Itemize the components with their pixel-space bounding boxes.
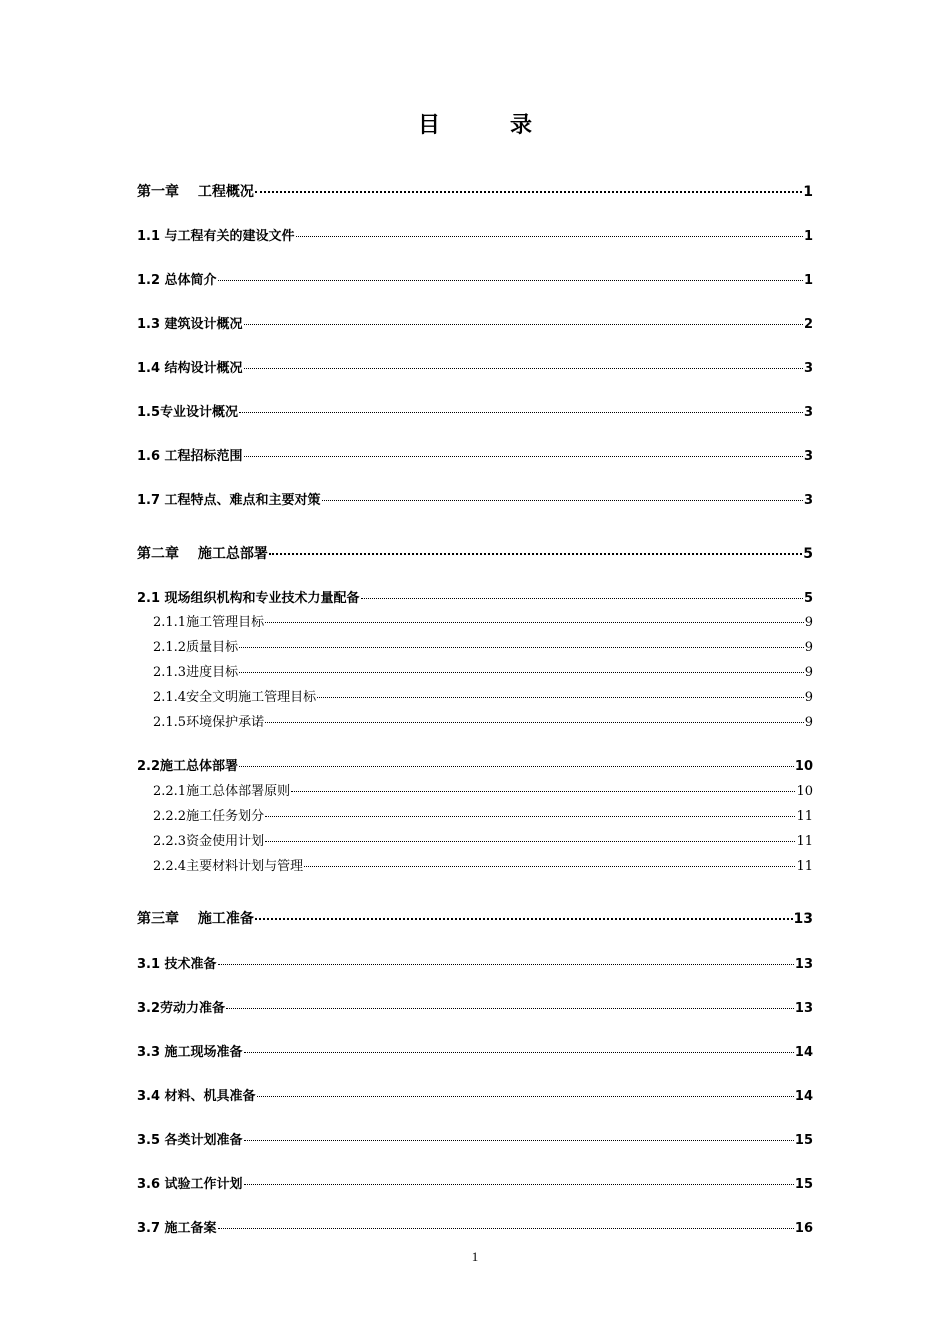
toc-dot-leader (361, 598, 803, 599)
toc-dot-leader (255, 918, 793, 920)
toc-entry-label: 3.4 材料、机具准备 (137, 1089, 256, 1104)
toc-entry-page-number: 13 (794, 1001, 813, 1016)
toc-entry-page-number: 11 (796, 809, 813, 824)
toc-entry[interactable] (137, 225, 813, 244)
toc-entry-label: 3.7 施工备案 (137, 1221, 217, 1236)
toc-dot-leader (226, 1008, 794, 1009)
toc-entry-label: 2.1.2质量目标 (153, 640, 239, 655)
toc-entry-page-number: 1 (803, 184, 813, 200)
toc-entry-label: 2.2.3资金使用计划 (153, 834, 265, 849)
toc-entry-page-number: 14 (794, 1089, 813, 1104)
toc-entry-label: 1.3 建筑设计概况 (137, 317, 243, 332)
toc-entry-label: 3.6 试验工作计划 (137, 1177, 243, 1192)
toc-dot-leader (304, 866, 795, 867)
toc-entry-label: 1.1 与工程有关的建设文件 (137, 229, 295, 244)
toc-entry-label: 2.1 现场组织机构和专业技术力量配备 (137, 591, 360, 606)
page-title-char-2: 录 (510, 113, 533, 138)
toc-entry[interactable] (153, 686, 813, 705)
toc-entry-label: 1.5专业设计概况 (137, 405, 239, 420)
toc-entry[interactable] (137, 908, 813, 928)
toc-dot-leader (255, 191, 802, 193)
toc-entry-page-number: 13 (793, 911, 813, 927)
toc-dot-leader (244, 1184, 794, 1185)
toc-entry-page-number: 10 (794, 759, 813, 774)
toc-entry-label: 2.1.3进度目标 (153, 665, 239, 680)
toc-entry-label: 1.7 工程特点、难点和主要对策 (137, 493, 321, 508)
toc-dot-leader (265, 816, 795, 817)
toc-entry-label: 2.1.4安全文明施工管理目标 (153, 690, 317, 705)
toc-dot-leader (244, 1052, 794, 1053)
toc-entry-page-number: 9 (804, 690, 813, 705)
toc-entry-page-number: 15 (794, 1133, 813, 1148)
toc-entry[interactable] (153, 636, 813, 655)
toc-dot-leader (257, 1096, 794, 1097)
toc-dot-leader (239, 766, 794, 767)
toc-entry-label: 2.2.1施工总体部署原则 (153, 784, 291, 799)
toc-dot-leader (218, 1228, 794, 1229)
toc-dot-leader (291, 791, 795, 792)
toc-entry[interactable] (137, 1217, 813, 1236)
toc-entry-page-number: 11 (796, 834, 813, 849)
toc-entry[interactable] (137, 269, 813, 288)
toc-entry-page-number: 16 (794, 1221, 813, 1236)
toc-dot-leader (265, 841, 795, 842)
toc-entry[interactable] (137, 755, 813, 774)
toc-entry-label: 第二章 施工总部署 (137, 546, 268, 562)
toc-entry-page-number: 3 (803, 493, 813, 508)
toc-entry[interactable] (153, 661, 813, 680)
toc-entry-page-number: 14 (794, 1045, 813, 1060)
toc-entry-label: 3.5 各类计划准备 (137, 1133, 243, 1148)
toc-entry[interactable] (137, 401, 813, 420)
toc-entry[interactable] (153, 805, 813, 824)
footer-page-number: 1 (471, 1249, 479, 1264)
toc-entry-label: 1.6 工程招标范围 (137, 449, 243, 464)
toc-entry-page-number: 15 (794, 1177, 813, 1192)
toc-dot-leader (265, 722, 804, 723)
toc-entry-page-number: 3 (803, 449, 813, 464)
toc-entry-page-number: 9 (804, 715, 813, 730)
toc-entry-page-number: 5 (803, 591, 813, 606)
toc-dot-leader (269, 553, 802, 555)
toc-entry-label: 第一章 工程概况 (137, 184, 254, 200)
toc-entry[interactable] (137, 587, 813, 606)
toc-entry-label: 1.2 总体简介 (137, 273, 217, 288)
toc-entry-page-number: 1 (803, 273, 813, 288)
toc-entry[interactable] (137, 1173, 813, 1192)
toc-entry-page-number: 9 (804, 615, 813, 630)
toc-entry-label: 3.1 技术准备 (137, 957, 217, 972)
toc-entry-page-number: 13 (794, 957, 813, 972)
toc-entry-label: 2.2.4主要材料计划与管理 (153, 859, 304, 874)
toc-entry[interactable] (137, 543, 813, 563)
toc-dot-leader (239, 412, 803, 413)
toc-dot-leader (244, 324, 803, 325)
toc-dot-leader (265, 622, 804, 623)
toc-entry[interactable] (153, 830, 813, 849)
toc-entry-label: 第三章 施工准备 (137, 911, 254, 927)
toc-entry[interactable] (137, 313, 813, 332)
toc-dot-leader (244, 368, 803, 369)
toc-entry-label: 2.2.2施工任务划分 (153, 809, 265, 824)
toc-dot-leader (244, 1140, 794, 1141)
toc-entry-label: 2.1.5环境保护承诺 (153, 715, 265, 730)
toc-entry[interactable] (153, 611, 813, 630)
page-title-char-1: 目 (417, 113, 440, 138)
toc-dot-leader (218, 964, 794, 965)
toc-entry-page-number: 11 (796, 859, 813, 874)
toc-entry-page-number: 10 (796, 784, 813, 799)
toc-entry-label: 3.3 施工现场准备 (137, 1045, 243, 1060)
toc-entry-page-number: 3 (803, 361, 813, 376)
toc-entry[interactable] (137, 953, 813, 972)
toc-entry[interactable] (153, 780, 813, 799)
toc-dot-leader (296, 236, 803, 237)
toc-entry[interactable] (137, 1085, 813, 1104)
toc-entry[interactable] (153, 711, 813, 730)
toc-dot-leader (218, 280, 803, 281)
toc-entry[interactable] (153, 855, 813, 874)
toc-entry[interactable] (137, 445, 813, 464)
toc-entry-label: 2.1.1施工管理目标 (153, 615, 265, 630)
toc-entry-page-number: 1 (803, 229, 813, 244)
toc-entry[interactable] (137, 1041, 813, 1060)
toc-dot-leader (239, 672, 804, 673)
toc-entry-page-number: 3 (803, 405, 813, 420)
toc-entry-page-number: 9 (804, 665, 813, 680)
toc-entry[interactable] (137, 181, 813, 201)
toc-entry-label: 2.2施工总体部署 (137, 759, 239, 774)
toc-dot-leader (322, 500, 803, 501)
toc-entry-page-number: 5 (803, 546, 813, 562)
toc-entry[interactable] (137, 357, 813, 376)
toc-entry-label: 1.4 结构设计概况 (137, 361, 243, 376)
toc-dot-leader (317, 697, 804, 698)
toc-dot-leader (244, 456, 803, 457)
toc-entry[interactable] (137, 1129, 813, 1148)
page-title (0, 108, 950, 139)
toc-entry[interactable] (137, 489, 813, 508)
toc-dot-leader (239, 647, 804, 648)
toc-entry-label: 3.2劳动力准备 (137, 1001, 226, 1016)
toc-entry-page-number: 9 (804, 640, 813, 655)
toc-entry-page-number: 2 (803, 317, 813, 332)
toc-entry[interactable] (137, 997, 813, 1016)
